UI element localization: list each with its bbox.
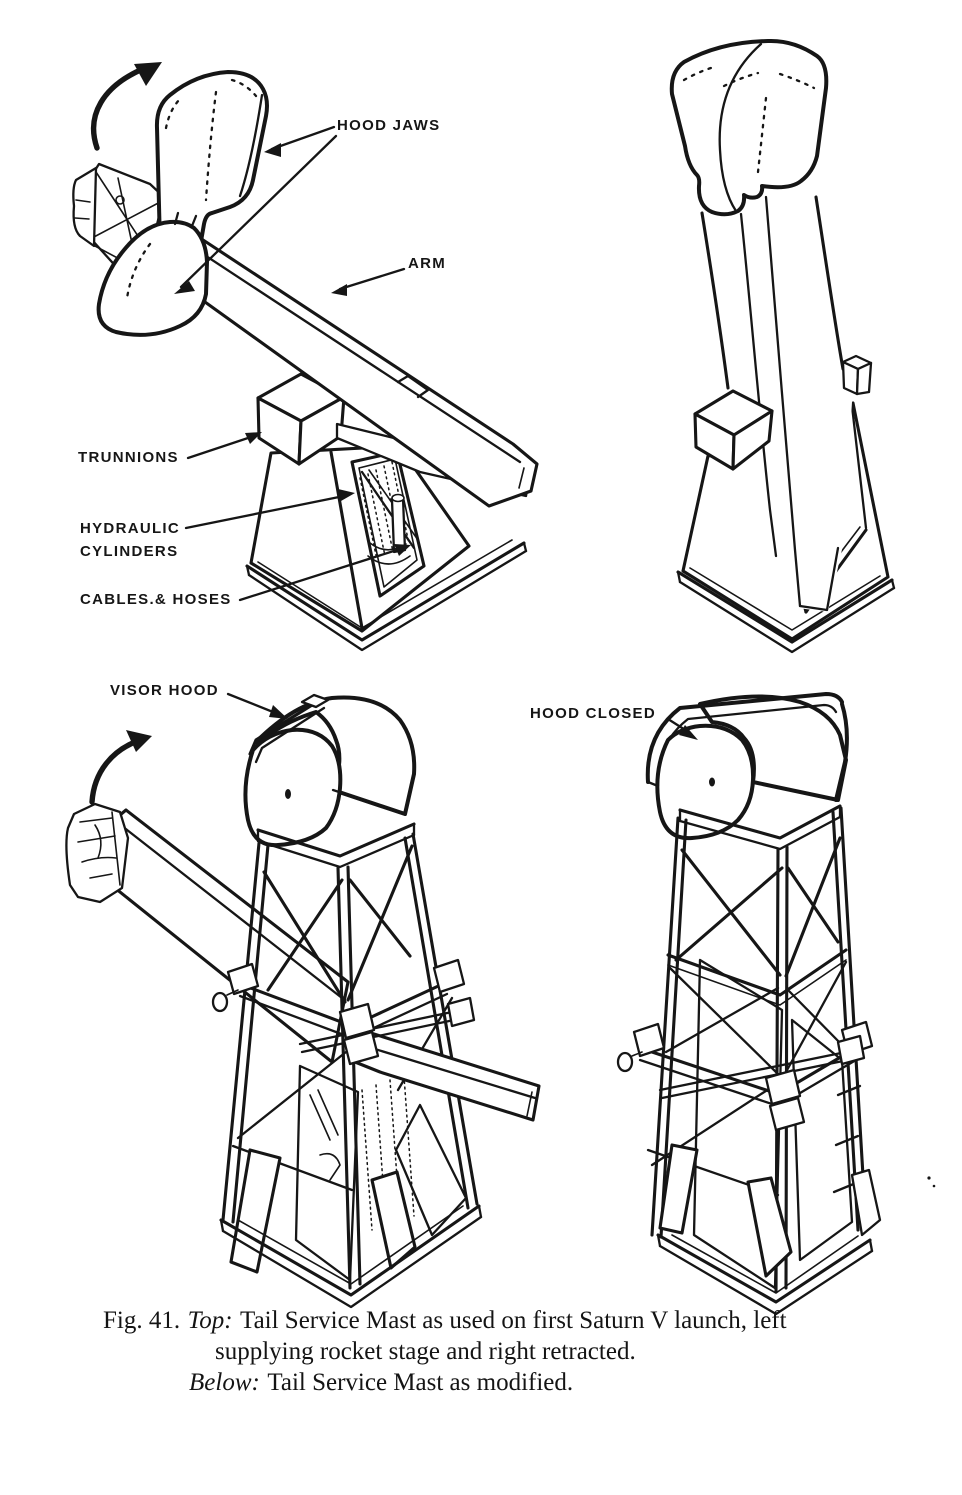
caption-line-1 <box>103 1305 883 1336</box>
label-hood-jaws: HOOD JAWS <box>337 117 441 134</box>
leader-arm <box>331 269 404 296</box>
caption-line-2: supplying rocket stage and right retracted. <box>215 1338 636 1365</box>
label-hood-closed: HOOD CLOSED <box>530 705 656 722</box>
rotation-arrow-icon <box>94 62 162 148</box>
pivot-truss <box>66 804 128 902</box>
rotation-arrow-icon <box>92 730 152 802</box>
caption-below-word: Below: <box>189 1369 260 1396</box>
label-cables-hoses: CABLES.& HOSES <box>80 591 232 608</box>
caption-fig-number: Fig. 41. <box>103 1307 181 1334</box>
leader-visor-hood <box>228 694 288 719</box>
caption-top-text: Tail Service Mast as used on first Saturn V launch, left <box>240 1307 787 1334</box>
figure-c-modified-mast-extended <box>66 695 539 1307</box>
trunnion-lug <box>843 356 871 394</box>
label-cylinders: CYLINDERS <box>80 543 179 560</box>
print-specks <box>927 1176 935 1187</box>
caption-line-3 <box>189 1367 883 1398</box>
figure-b-retracted-mast <box>672 41 894 652</box>
deck-platform <box>352 1028 539 1120</box>
label-visor-hood: VISOR HOOD <box>110 682 219 699</box>
hood-retracted <box>672 41 827 214</box>
figure-a-extended-mast <box>73 62 537 650</box>
visor-hood-assembly <box>245 695 414 845</box>
label-trunnions: TRUNNIONS <box>78 449 179 466</box>
figure-caption <box>103 1305 883 1398</box>
figure-d-modified-mast-closed <box>618 694 935 1314</box>
leader-trunnions <box>188 432 262 458</box>
caption-top-word: Top: <box>187 1307 233 1334</box>
label-hydraulic: HYDRAULIC <box>80 520 181 537</box>
leader-hood-jaws-upper <box>264 127 334 157</box>
caption-below-text: Tail Service Mast as modified. <box>267 1369 574 1396</box>
label-arm: ARM <box>408 255 447 272</box>
